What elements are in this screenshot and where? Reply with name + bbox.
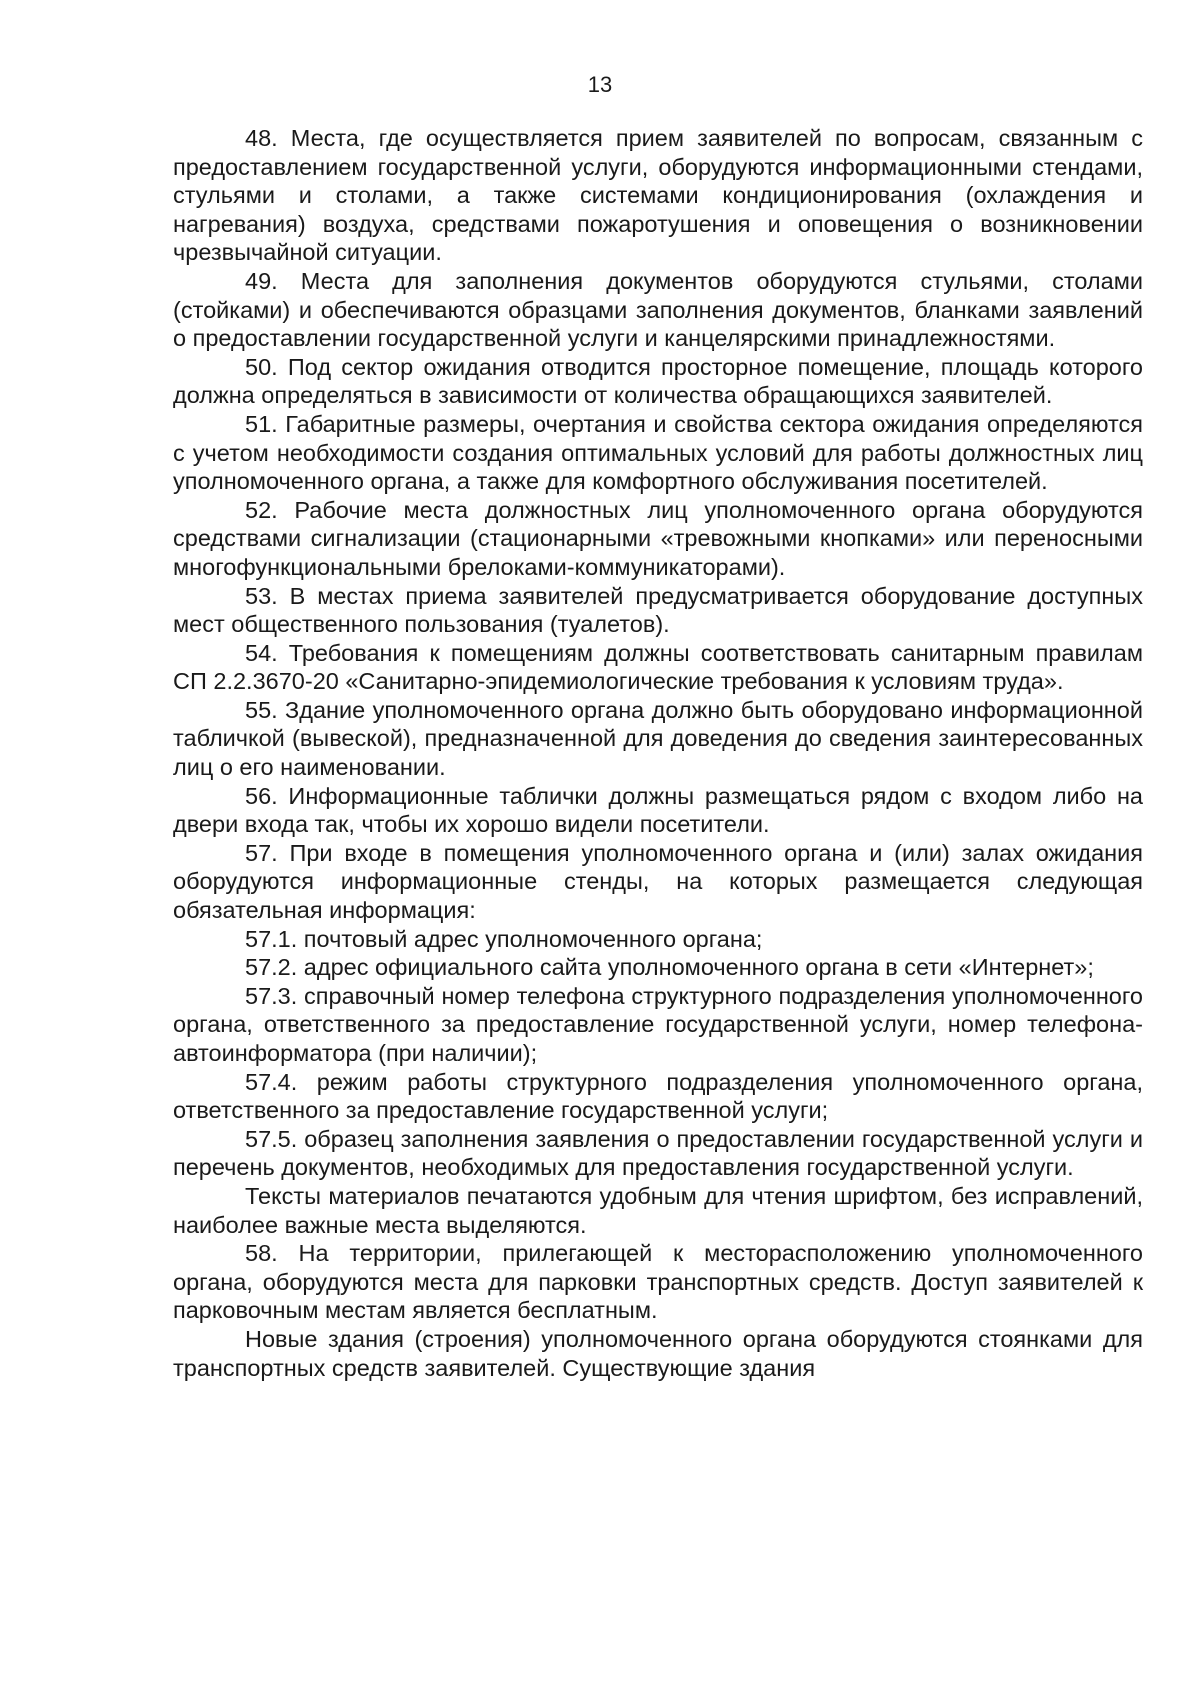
paragraph-55: 55. Здание уполномоченного органа должно быть оборудовано информационной табличкой (вывеской), предназначенной для доведения до сведения заинтересованных лиц о его наименовании. — [173, 696, 1143, 781]
paragraph-51: 51. Габаритные размеры, очертания и свойства сектора ожидания определяются с учетом необходимости создания оптимальных условий для работы должностных лиц уполномоченного органа, а также для комфортного обслуживания посетителей. — [173, 410, 1143, 495]
paragraph-57-3: 57.3. справочный номер телефона структурного подразделения уполномоченного органа, ответственного за предоставление государственной услуги, номер телефона-автоинформатора (при наличии); — [173, 982, 1143, 1066]
paragraph-56: 56. Информационные таблички должны размещаться рядом с входом либо на двери входа так, чтобы их хорошо видели посетители. — [173, 782, 1143, 838]
paragraph-49: 49. Места для заполнения документов оборудуются стульями, столами (стойками) и обеспечиваются образцами заполнения документов, бланками заявлений о предоставлении государственной услуги и канцелярскими принадлежностями. — [173, 267, 1143, 352]
paragraph-50: 50. Под сектор ожидания отводится просторное помещение, площадь которого должна определяться в зависимости от количества обращающихся заявителей. — [173, 353, 1143, 409]
paragraph-materials: Тексты материалов печатаются удобным для чтения шрифтом, без исправлений, наиболее важные места выделяются. — [173, 1182, 1143, 1238]
paragraph-52: 52. Рабочие места должностных лиц уполномоченного органа оборудуются средствами сигнализации (стационарными «тревожными кнопками» или переносными многофункциональными брелоками-коммуникаторами). — [173, 496, 1143, 580]
paragraph-54: 54. Требования к помещениям должны соответствовать санитарным правилам СП 2.2.3670-20 «Санитарно-эпидемиологические требования к условиям труда». — [173, 639, 1143, 695]
document-body — [173, 124, 1143, 1382]
paragraph-58: 58. На территории, прилегающей к месторасположению уполномоченного органа, оборудуются места для парковки транспортных средств. Доступ заявителей к парковочным местам является бесплатным. — [173, 1240, 1143, 1324]
paragraph-53: 53. В местах приема заявителей предусматривается оборудование доступных мест общественного пользования (туалетов). — [173, 582, 1143, 638]
paragraph-48: 48. Места, где осуществляется прием заявителей по вопросам, связанным с предоставлением государственной услуги, оборудуются информационными стендами, стульями и столами, а также системами кондиционирования (охлаждения и нагревания) воздуха, средствами пожаротушения и оповещения о возникновении чрезвычайной ситуации. — [173, 125, 1143, 266]
page-number: 13 — [587, 72, 613, 97]
paragraph-57: 57. При входе в помещения уполномоченного органа и (или) залах ожидания оборудуются информационные стенды, на которых размещается следующая обязательная информация: — [173, 839, 1143, 924]
paragraph-new-buildings: Новые здания (строения) уполномоченного органа оборудуются стоянками для транспортных средств заявителей. Существующие здания — [173, 1325, 1143, 1381]
paragraph-57-4: 57.4. режим работы структурного подразделения уполномоченного органа, ответственного за предоставление государственной услуги; — [173, 1068, 1143, 1124]
paragraph-57-1: 57.1. почтовый адрес уполномоченного органа; — [245, 925, 763, 952]
paragraph-57-2: 57.2. адрес официального сайта уполномоченного органа в сети «Интернет»; — [245, 954, 1094, 981]
paragraph-57-5: 57.5. образец заполнения заявления о предоставлении государственной услуги и перечень документов, необходимых для предоставления государственной услуги. — [173, 1125, 1143, 1181]
